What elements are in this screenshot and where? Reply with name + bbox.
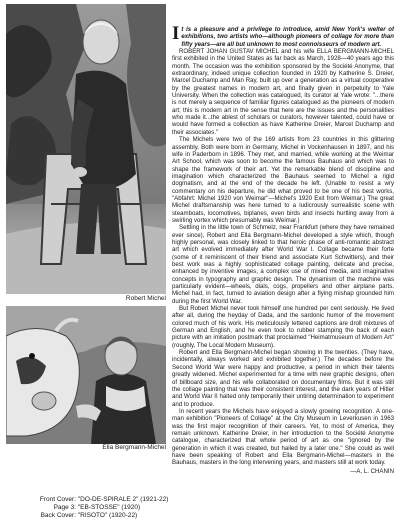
cover-credit-back <box>26 512 168 520</box>
photo-caption-ella: Ella Bergmann-Michel <box>102 444 166 451</box>
cover-credit-value: "DO-DE-SPIRALE 2" (1921-22) <box>77 496 169 503</box>
author-signature: —A. L. CHANIN <box>350 467 394 475</box>
cover-credit-label: Back Cover: <box>40 512 76 519</box>
cover-credit-page3 <box>26 504 168 512</box>
article-paragraph: Settling in the little town of Schmelz, near Frankfurt (where they have remained ever since), Robert and Ella Bergmann-Michel developed a style which, though highly personal, was closely linked to that heroic phase of anti-romantic abstract art which evolved immediately after World War I. Collage became their forte (some of it reminiscent of their friend and associate Kurt Schwitters), and their best work was a highly sophisticated collage painting, delicate and precise, enhanced by inventive images, a complex use of mixed media, and imaginative concepts in typography and graphic design. The dynamism of the machine was particularly evident—wheels, dials, cogs, propellers and other airplane parts. Michel had, in fact, turned to aviation design after a flying mishap grounded him during the first World War. <box>172 224 394 305</box>
article-lead <box>172 26 394 48</box>
article-paragraph: In recent years the Michels have enjoyed a slowly growing recognition. A one-man exhibition "Pioneers of Collage" at the City Museum in Leverkusen in 1963 was the first major recognition of their careers. Yet, to most of America, they remain unknown. Katherine Dreier, in her introduction to the Société Anonyme catalogue, characterized that whole period of art as one "ignored by the generation in which it was created, but hailed by a later one." She could as well have been speaking of Robert and Ella Bergmann-Michel—masters in the Bauhaus, masters in the long intervening years, and masters still at work today. <box>172 407 394 467</box>
photo-ella-bergmann-michel <box>6 306 166 444</box>
cover-credit-label: Front Cover: <box>39 496 76 503</box>
photo-caption-robert: Robert Michel <box>125 295 166 302</box>
article-body <box>172 26 394 528</box>
cover-credit-front <box>26 496 168 504</box>
cover-credit-value: "RISOTO" (1920-22) <box>77 512 138 519</box>
article-paragraph: But Robert Michel never took himself one hundred per cent seriously. He lived after all, during the heyday of Dada, and the sardonic humor of the movement colored much of his work. His meticulously lettered captions are droll mixtures of German and English, and he even took to rubber stamping the back of each picture with an imitation postmark that proclaimed "Heimatmuseum of Modern Art" (roughly, The Local Modern Museum). <box>172 305 394 349</box>
cover-credit-value: "EB-STOSSE" (1920) <box>77 504 141 511</box>
lead-text: t is a pleasure and a privilege to introduce, amid New York's welter of exhibitions, two artists who—although pioneers of collage for more than fifty years—are all but unknown to most connoisseurs of modern art. <box>181 26 394 48</box>
article-paragraph: The Michels were two of the 169 artists from 23 countries in this glittering assembly. Both were born in Germany, Michel in Vockenhausen in 1897, and his wife in Paderborn in 1896. They met, and married, while working at the Weimar Art School, which was soon to become the famous Bauhaus and which was to shape the framework of their art. Yet the remarkable blend of discipline and imagination which characterized the Bauhaus seemed to Michel a rigid dogmatism, and at the end of the decade he left. (Unable to resist a wry commentary on his departure, he did what proved to be one of his best works, "Abfahrt: Michel 1920 von Weimar"—Michel's 1920 Exit from Weimar.) The great Michel draftsmanship was here turned to a ludicrously surrealistic scene with steamboats, locomotives, biplanes, even birds and insects hurtling away from a swirling vortex which presumably was Weimar.) <box>172 136 394 224</box>
drop-cap: I <box>172 26 180 44</box>
cover-credit-label: Page 3: <box>53 504 76 511</box>
article-paragraph: Robert and Ella Bergmann-Michel began showing in the twenties. (They have, incidentally, always worked and exhibited together.) The decades before the Second World War were happy and productive, a period in which their talents greatly widened. Michel experimented for a time with new graphic designs, often of billboard size, and his wife collaborated on documentary films. But it was still the collage painting that was their consistent interest, and the dark years of Hitler and World War II halted only temporarily their untiring determination to experiment and to produce. <box>172 349 394 408</box>
photo-robert-michel <box>6 4 166 294</box>
article-paragraph: ROBERT JOHAN GUSTAV MICHEL and his wife ELLA BERGMANN-MICHEL first exhibited in the United States as far back as March, 1928—40 years ago this month. The occasion was the exhibition sponsored by the Société Anonyme, that extraordinary, indeed unique collection founded in 1920 by Katherine S. Dreier, Marcel Duchamp and Man Ray, built up over a generation as a virtual cooperative by the greatest names in modern art, and finally given in perpetuity to Yale University. When the collection was catalogued, its curator at Yale wrote: "...there is not merely a sequence of familiar figures catalogued as the pioneers of modern art; this is modern art in the sense that here are the issues and the personalities who made it...the ablest of scholars or curators, however talented, could have or would have formed a collection as have Katherine Dreier, Marcel Duchamp and their associates." <box>172 48 394 136</box>
